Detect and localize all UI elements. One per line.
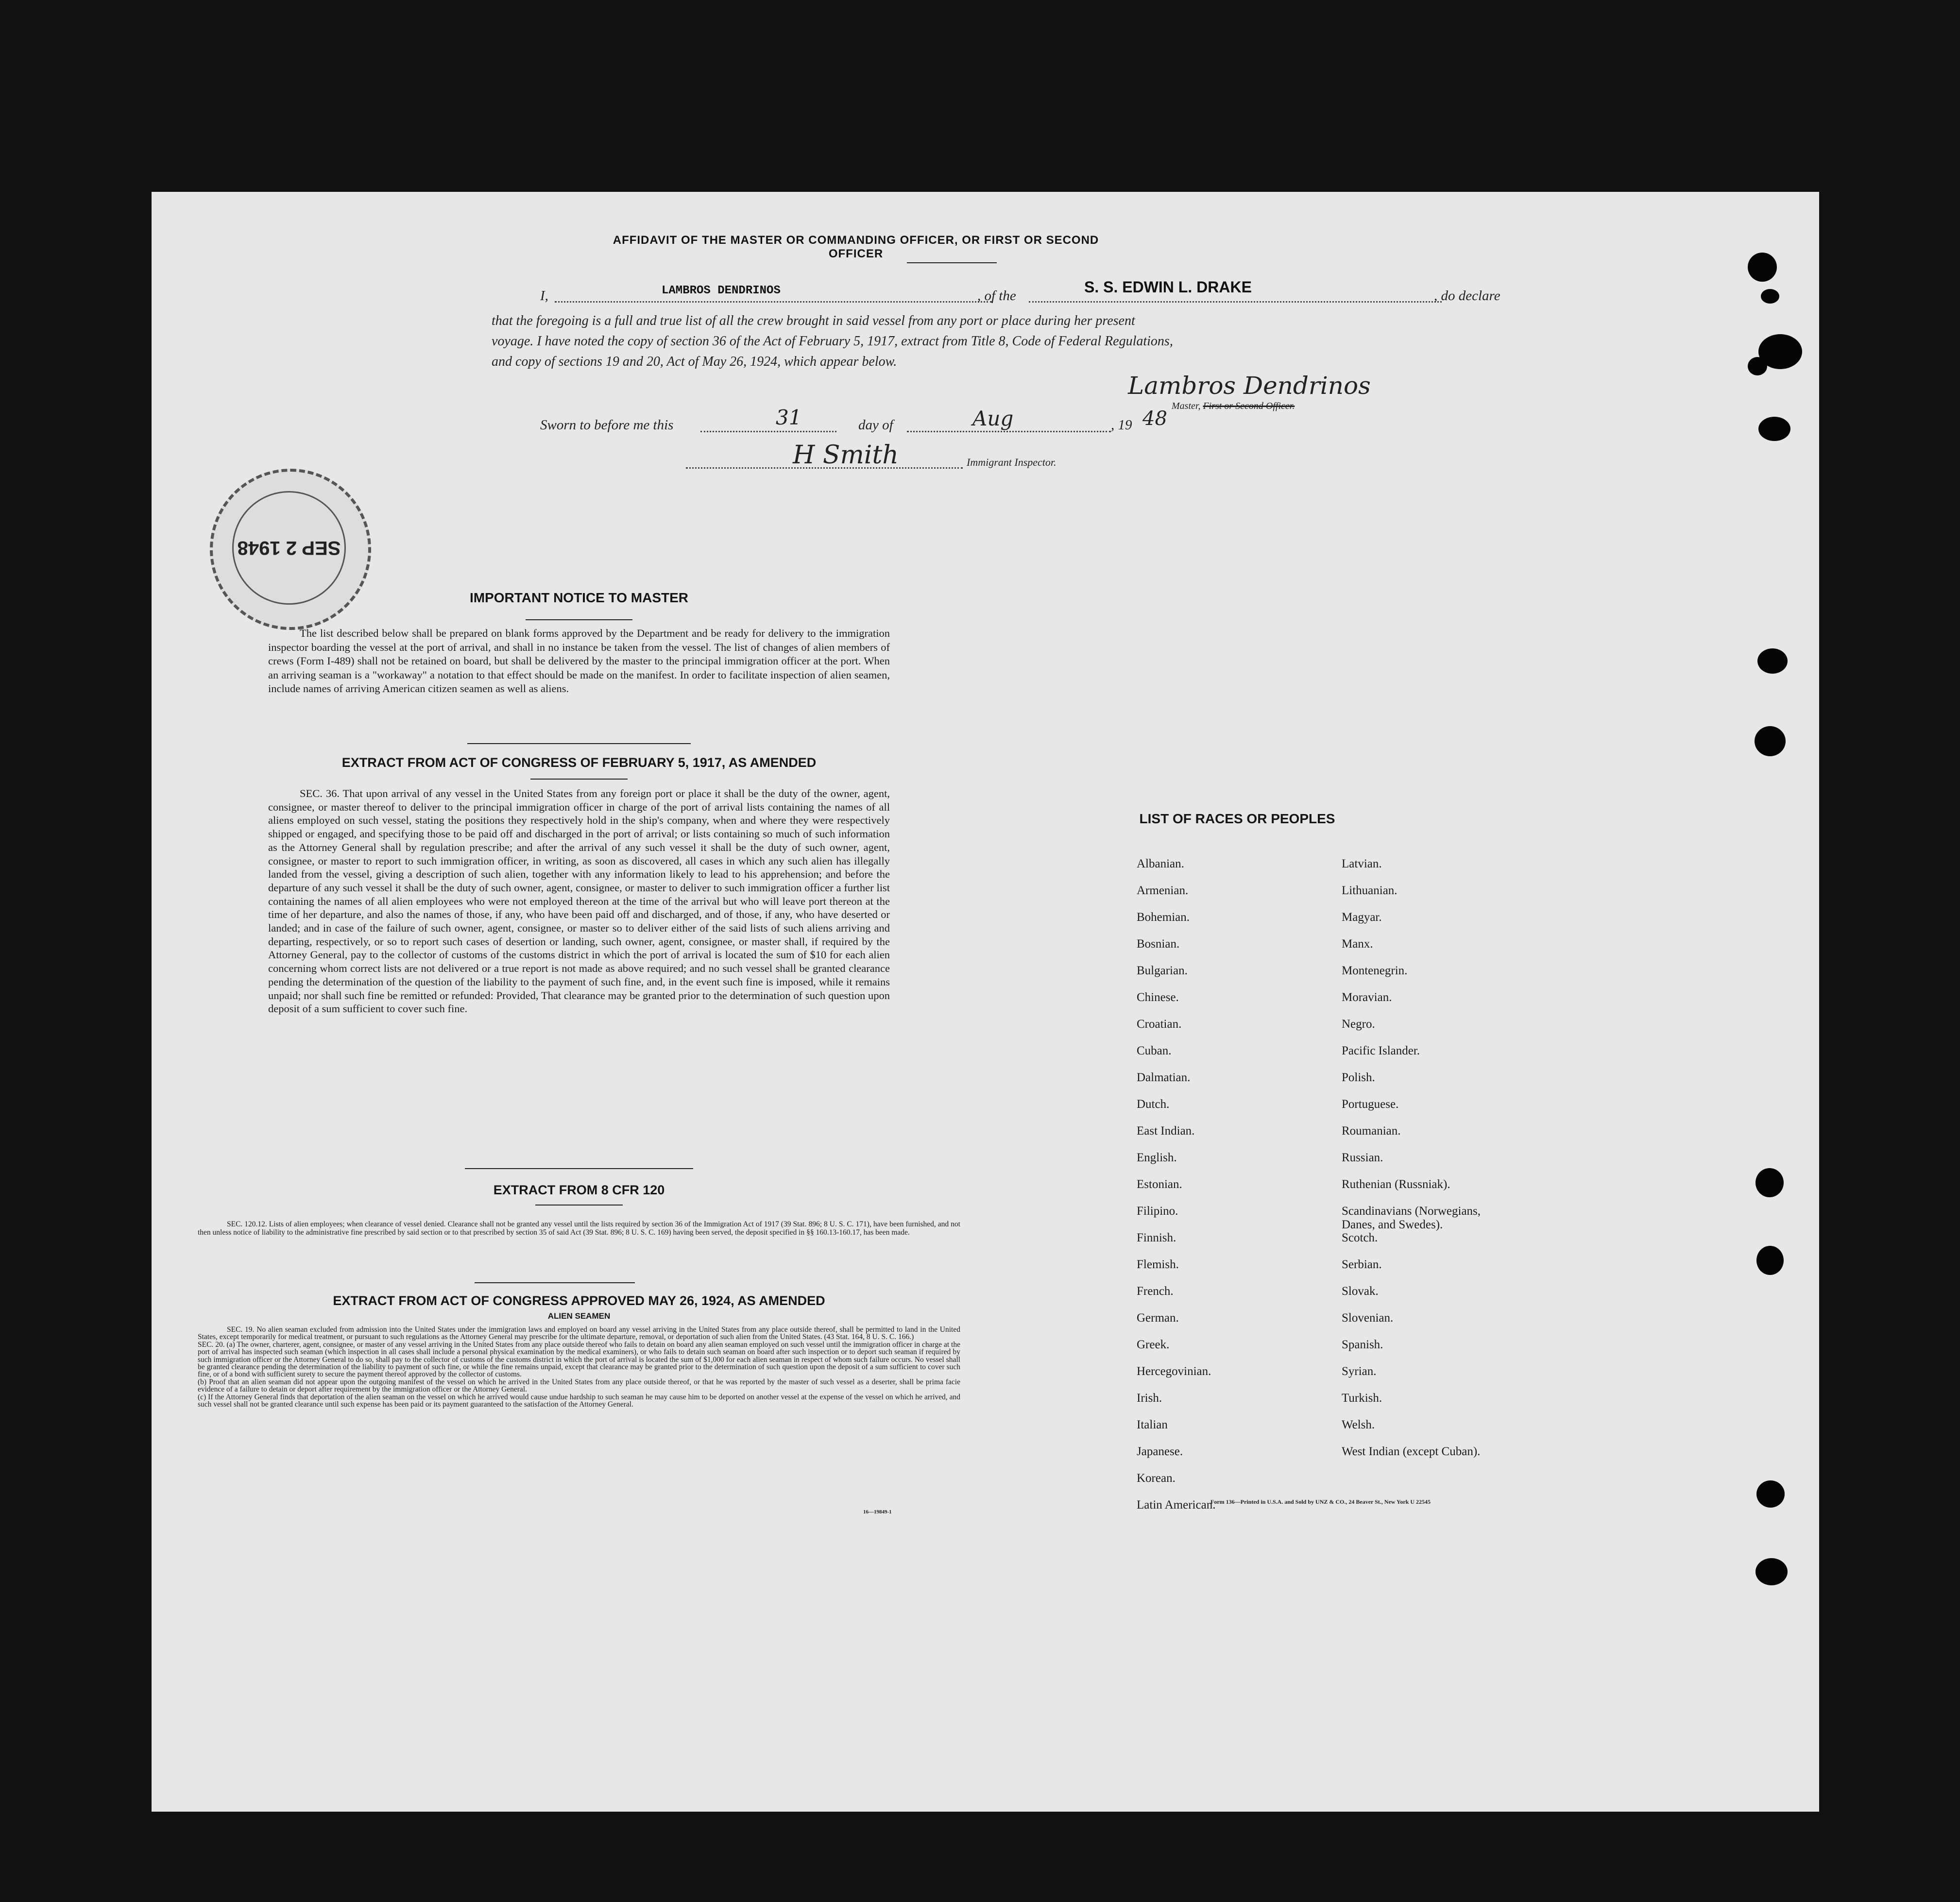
punch-hole <box>1758 417 1790 441</box>
race-item: English. <box>1137 1151 1177 1164</box>
punch-hole <box>1757 648 1788 674</box>
race-item: Turkish. <box>1342 1392 1382 1405</box>
race-item: French. <box>1137 1285 1174 1298</box>
extract-1917-divider <box>530 779 628 780</box>
master-label <box>1172 401 1295 412</box>
punch-hole <box>1755 726 1786 756</box>
form-number: 16—19849-1 <box>863 1509 892 1515</box>
affidavit-line-2: that the foregoing is a full and true list of all the crew brought in said vessel from any port or place during her present <box>492 313 1135 328</box>
race-item: Bulgarian. <box>1137 964 1188 977</box>
alien-seamen-subheading: ALIEN SEAMEN <box>547 1311 611 1321</box>
sworn-month: Aug <box>972 407 1014 430</box>
race-item: Portuguese. <box>1342 1098 1399 1111</box>
master-label-text: Master, <box>1172 401 1201 411</box>
race-item: Irish. <box>1137 1392 1162 1405</box>
day-of-label: day of <box>858 417 893 433</box>
race-item: Korean. <box>1137 1472 1176 1485</box>
extract-1924-heading: EXTRACT FROM ACT OF CONGRESS APPROVED MAY 26, 1924, AS AMENDED <box>333 1293 825 1308</box>
race-item: Montenegrin. <box>1342 964 1408 977</box>
vessel-blank <box>1029 301 1442 303</box>
race-item: Syrian. <box>1342 1365 1377 1378</box>
day-blank <box>700 431 836 432</box>
race-item: Russian. <box>1342 1151 1383 1164</box>
cfr-text: SEC. 120.12. Lists of alien employees; when clearance of vessel denied. Clearance shall not be granted any vessel until the lists required by section 36 of the Immigration Act of 1917 (39 Stat. 896; 8 U. S. C. 171), have been furnished, and not then unless notice of liability to the administrative fine prescribed by said section or to that prescribed by section 35 of said Act (39 Stat. 896; 8 U. S. C. 169) having been served, the deposit specified in §§ 160.13-160.17, has been made. <box>198 1220 960 1237</box>
race-item: Finnish. <box>1137 1231 1176 1244</box>
races-heading: LIST OF RACES OR PEOPLES <box>1139 811 1335 826</box>
race-item: German. <box>1137 1311 1179 1325</box>
sworn-label: Sworn to before me this <box>540 417 674 433</box>
race-item: Dalmatian. <box>1137 1071 1191 1084</box>
inspector-label: Immigrant Inspector. <box>967 456 1057 468</box>
race-item: East Indian. <box>1137 1124 1195 1138</box>
i-label: I, <box>540 288 548 304</box>
race-item: Scandinavians (Norwegians, Danes, and Swedes). <box>1342 1205 1481 1231</box>
of-the-label: , of the <box>977 288 1016 304</box>
section-divider-1 <box>467 743 691 744</box>
inspector-signature: H Smith <box>793 441 899 470</box>
affidavit-line-4: and copy of sections 19 and 20, Act of May 26, 1924, which appear below. <box>492 354 897 369</box>
race-item: Greek. <box>1137 1338 1170 1351</box>
race-item: Latin American. <box>1137 1498 1216 1511</box>
race-item: Bosnian. <box>1137 937 1180 951</box>
punch-hole <box>1748 253 1777 282</box>
cfr-heading: EXTRACT FROM 8 CFR 120 <box>493 1183 665 1197</box>
printer-footer: Form 136—Printed in U.S.A. and Sold by UNZ & CO., 24 Beaver St., New York U 22545 <box>1210 1498 1431 1505</box>
title-divider <box>907 262 997 263</box>
master-name: LAMBROS DENDRINOS <box>662 284 781 297</box>
race-item: Croatian. <box>1137 1018 1182 1031</box>
race-item: West Indian (except Cuban). <box>1342 1445 1481 1458</box>
race-item: Slovenian. <box>1342 1311 1394 1325</box>
notice-heading: IMPORTANT NOTICE TO MASTER <box>469 590 689 605</box>
race-item: Manx. <box>1342 937 1373 951</box>
race-item: Roumanian. <box>1342 1124 1401 1138</box>
races-column-2 <box>1342 857 1481 1472</box>
name-blank <box>555 301 992 303</box>
section-divider-3 <box>475 1282 635 1283</box>
punch-hole <box>1755 1168 1784 1197</box>
punch-hole <box>1748 357 1767 375</box>
races-column-1 <box>1137 857 1215 1525</box>
notice-text: The list described below shall be prepared on blank forms approved by the Department and be ready for delivery to the immigration inspector boarding the vessel at the port of arrival, and shall in no instance be taken from the vessel. The list of changes of alien members of crews (Form I-489) shall not be retained on board, but shall be delivered by the master to the principal immigration officer at the port. When an arriving seaman is a "workaway" a notation to that effect should be made on the manifest. In order to facilitate inspection of alien seamen, include names of arriving American citizen seamen as well as aliens. <box>268 627 890 695</box>
struck-officer-label: First or Second Officer. <box>1203 401 1295 411</box>
race-item: Welsh. <box>1342 1418 1375 1431</box>
race-item: Hercegovinian. <box>1137 1365 1211 1378</box>
punch-hole <box>1756 1480 1785 1508</box>
extract-1917-text: SEC. 36. That upon arrival of any vessel in the United States from any foreign port or place it shall be the duty of the owner, agent, consignee, or master thereof to deliver to the principal immigration officer in charge of the port of arrival lists containing the names of all aliens employed on such vessel, stating the positions they respectively hold in the ship's company, when and where they were respectively shipped or engaged, and specifying those to be paid off and discharged in the port of arrival; or lists containing so much of such information as the Attorney General shall by regulation prescribe; and after the arrival of any such vessel it shall be the duty of such owner, agent, consignee, or master to report to such immigration officer, in writing, as soon as discovered, all cases in which any such alien has illegally landed from the vessel, giving a description of such alien, together with any information likely to lead to his apprehension; and before the departure of any such vessel it shall be the duty of such owner, agent, consignee, or master to deliver to such immigration officer a further list containing the names of all alien employees who were not employed thereon at the time of the arrival but who will leave port thereon at the time of her departure, and also the names of those, if any, who have been paid off and discharged, and of those, if any, who have deserted or landed; and in case of the failure of such owner, agent, consignee, or master so to deliver either of the said lists of such aliens arriving and departing, respectively, or so to report such cases of desertion or landing, such owner, agent, consignee, or master shall, if required by the Attorney General, pay to the collector of customs of the customs district in which the port of arrival is located the sum of $10 for each alien concerning whom correct lists are not delivered or a true report is not made as above required; and no such vessel shall be granted clearance pending the determination of the question of the liability to the payment of such fine, and, in the event such fine is imposed, while it remains unpaid; nor shall such fine be remitted or refunded: Provided, That clearance may be granted prior to the determination of such question upon deposit of a sum sufficient to cover such fine. <box>268 787 890 1015</box>
race-item: Latvian. <box>1342 857 1382 870</box>
race-item: Negro. <box>1342 1018 1375 1031</box>
race-item: Italian <box>1137 1418 1168 1431</box>
stamp-date: SEP 2 1948 <box>237 537 341 559</box>
cfr-divider <box>535 1205 623 1206</box>
year-prefix: , 19 <box>1111 417 1132 433</box>
vessel-name: S. S. EDWIN L. DRAKE <box>1084 278 1252 296</box>
race-item: Slovak. <box>1342 1285 1379 1298</box>
punch-hole <box>1755 1558 1788 1585</box>
document-page <box>152 192 1819 1812</box>
race-item: Albanian. <box>1137 857 1184 870</box>
race-item: Ruthenian (Russniak). <box>1342 1178 1450 1191</box>
race-item: Cuban. <box>1137 1044 1172 1057</box>
race-item: Magyar. <box>1342 911 1382 924</box>
race-item: Chinese. <box>1137 991 1179 1004</box>
race-item: Armenian. <box>1137 884 1189 897</box>
race-item: Lithuanian. <box>1342 884 1398 897</box>
race-item: Estonian. <box>1137 1178 1182 1191</box>
affidavit-title: AFFIDAVIT OF THE MASTER OR COMMANDING OFFICER, OR FIRST OR SECOND OFFICER <box>613 234 1099 260</box>
race-item: Dutch. <box>1137 1098 1170 1111</box>
inspection-stamp <box>210 469 371 630</box>
affidavit-line-3: voyage. I have noted the copy of section 36 of the Act of February 5, 1917, extract from Title 8, Code of Federal Regulations, <box>492 334 1173 349</box>
race-item: Polish. <box>1342 1071 1375 1084</box>
stamp-inner-ring <box>232 491 346 605</box>
race-item: Filipino. <box>1137 1205 1178 1218</box>
notice-divider <box>526 619 632 620</box>
race-item: Flemish. <box>1137 1258 1179 1271</box>
sworn-day: 31 <box>776 406 802 429</box>
punch-hole <box>1756 1246 1784 1275</box>
race-item: Japanese. <box>1137 1445 1183 1458</box>
master-signature: Lambros Dendrinos <box>1128 372 1371 400</box>
race-item: Scotch. <box>1342 1231 1378 1244</box>
punch-hole <box>1761 289 1779 304</box>
section-divider-2 <box>465 1168 693 1169</box>
do-declare-label: , do declare <box>1434 288 1500 304</box>
race-item: Spanish. <box>1342 1338 1383 1351</box>
sworn-year: 48 <box>1142 408 1167 430</box>
race-item: Pacific Islander. <box>1342 1044 1420 1057</box>
extract-1917-heading: EXTRACT FROM ACT OF CONGRESS OF FEBRUARY 5, 1917, AS AMENDED <box>341 755 817 770</box>
race-item: Moravian. <box>1342 991 1392 1004</box>
extract-1924-text: SEC. 19. No alien seaman excluded from admission into the United States under the immigration laws and employed on board any vessel arriving in the United States from any place outside thereof, shall be permitted to land in the United States, except temporarily for medical treatment, or pursuant to such regulations as the Attorney General may prescribe for the ultimate departure, removal, or deportation of such alien from the United States. (43 Stat. 164, 8 U. S. C. 166.) SEC. 20. (a) The owner, charterer, agent, consignee, or master of any vessel arriving in the United States from any place outside thereof who fails to detain on board any alien seaman employed on such vessel until the immigration officer in charge at the port of arrival has inspected such seaman (which inspection in all cases shall include a personal physical examination by the medical examiners), or who fails to detain such seaman on board after such inspection or to deport such seaman if required by such immigration officer or the Attorney General to do so, shall pay to the collector of customs of the customs district in which the port of arrival is located the sum of $1,000 for each alien seaman in respect of whom such failure occurs. No vessel shall be granted clearance pending the determination of the liability to payment of such fine, or while the fine remains unpaid, except that clearance may be granted prior to the determination of such question upon the deposit of a sum sufficient to cover such fine, or of a bond with sufficient surety to secure the payment thereof approved by the collector of customs. (b) Proof that an alien seaman did not appear upon the outgoing manifest of the vessel on which he arrived in the United States from any place outside thereof, or that he was reported by the master of such vessel as a deserter, shall be prima facie evidence of a failure to detain or deport after requirement by the immigration officer or the Attorney General. (c) If the Attorney General finds that deportation of the alien seaman on the vessel on which he arrived would cause undue hardship to such seaman he may cause him to be deported on another vessel at the expense of the vessel on which he arrived, and such vessel shall not be granted clearance until such expense has been paid or its payment guaranteed to the satisfaction of the Attorney General. <box>198 1325 960 1409</box>
month-blank <box>907 431 1111 432</box>
race-item: Serbian. <box>1342 1258 1382 1271</box>
race-item: Bohemian. <box>1137 911 1190 924</box>
